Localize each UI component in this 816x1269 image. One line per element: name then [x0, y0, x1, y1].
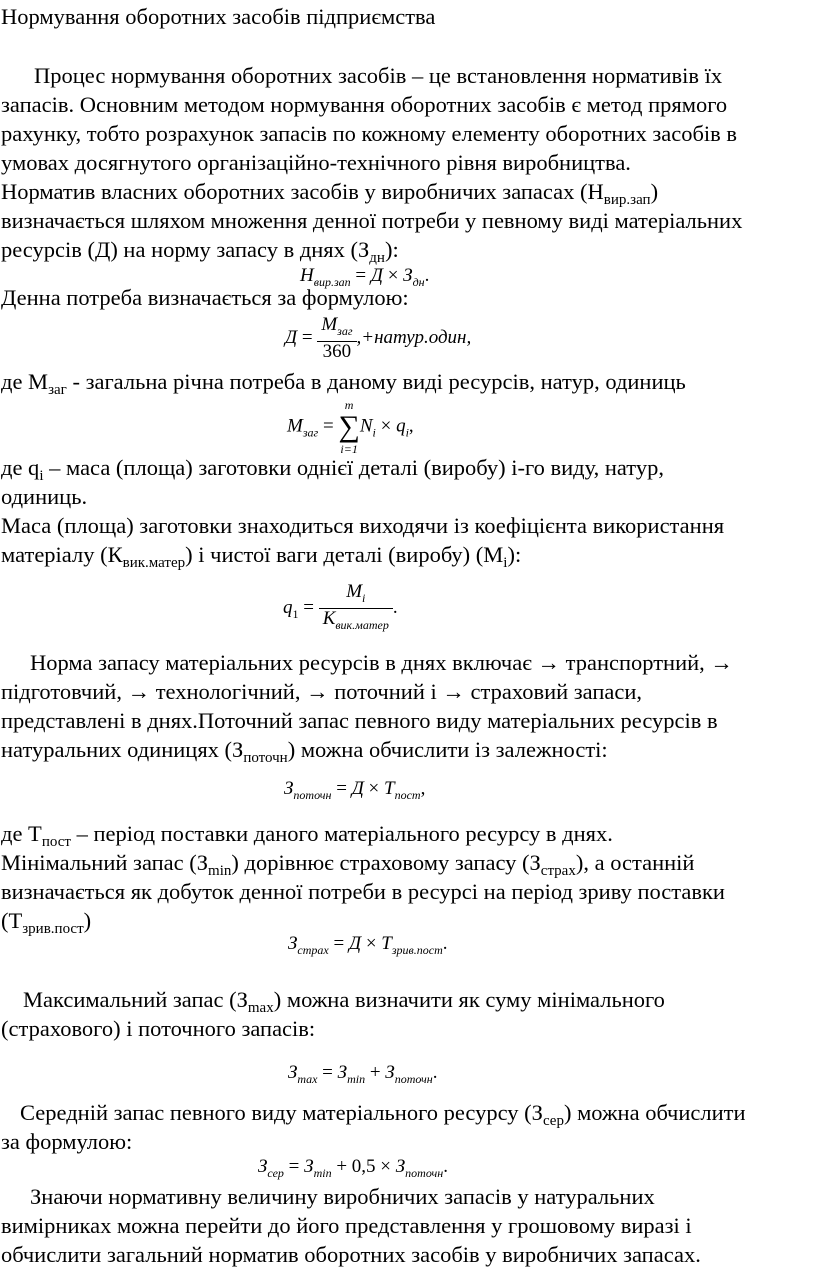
paragraph-line: Знаючи нормативну величину виробничих запасів у натуральних [30, 1184, 655, 1209]
paragraph-line: умовах досягнутого організаційно-технічного рівня виробництва. [1, 150, 631, 175]
paragraph-line: Маса (площа) заготовки знаходиться виходячи із коефіцієнта використання [1, 513, 725, 538]
paragraph-line: визначається шляхом множення денної потреби у певному виді матеріальних [1, 208, 743, 233]
formula-safety-stock: $З_{страх} = Д \times Т_{зрив.пост}$. [288, 933, 448, 957]
formula-max-stock: $З_{max} = З_{min} + З_{поточн}$. [288, 1062, 438, 1086]
paragraph-line: за формулою: [1, 1129, 133, 1154]
paragraph-line: $(Т_{зрив.пост})$ [1, 908, 92, 937]
paragraph-line: представлені в днях.Поточний запас певного виду матеріальних ресурсів в [1, 708, 718, 733]
paragraph-line: де $М_{заг}$ - загальна річна потреба в даному виді ресурсів, натур, одиниць [1, 369, 686, 398]
paragraph-line: визначається як добуток денної потреби в ресурсі на період зриву поставки [1, 879, 725, 904]
document-title: Нормування оборотних засобів підприємства [1, 4, 436, 29]
paragraph-line: обчислити загальний норматив оборотних засобів у виробничих запасах. [1, 1242, 701, 1267]
paragraph-line: (страхового) і поточного запасів: [1, 1016, 316, 1041]
paragraph-line: рахунку, тобто розрахунок запасів по кожному елементу оборотних засобів в [1, 121, 738, 146]
paragraph-line: Денна потреба визначається за формулою: [1, 285, 409, 310]
paragraph-line: ресурсів (Д) на норму запасу в днях $(З_{дн})$: [1, 237, 399, 266]
formula-stock-norm: $Н_{вир.зап} = Д \times З_{дн}$. [300, 265, 430, 289]
paragraph-line: натуральних одиницях $(З_{поточн})$ можна обчислити із залежності: [1, 737, 608, 766]
formula-blank-mass: $q_1$ = $\frac{M_i}{К_{вик.матер}}$ . [283, 582, 398, 635]
paragraph-line: вимірниках можна перейти до його представлення у грошовому виразі і [1, 1213, 692, 1238]
formula-current-stock: $З_{поточн} = Д \times Т_{пост}$, [284, 778, 426, 802]
paragraph-line: де $Т_{пост}$ – період поставки даного матеріального ресурсу в днях. [1, 821, 613, 850]
paragraph-line: запасів. Основним методом нормування оборотних засобів є метод прямого [1, 92, 728, 117]
paragraph-line: матеріалу $(К_{вик.матер})$ і чистої ваги деталі (виробу) $(М_i)$: [1, 542, 522, 571]
paragraph-line: підготовчий, → технологічний, → поточний і → страховий запаси, [1, 679, 643, 704]
formula-average-stock: $З_{сер} = З_{min} + 0,5 \times З_{поточн}$. [258, 1156, 448, 1180]
formula-daily-need: Д = $\frac{М_{заг}}{360}$ ,+натур.один, [285, 314, 472, 362]
paragraph-line: одиниць. [1, 484, 88, 509]
paragraph-line: Мінімальний запас $(З_{min})$ дорівнює страховому запасу $(З_{страх})$, а останній [1, 850, 695, 879]
paragraph-line: Норма запасу матеріальних ресурсів в днях включає → транспортний, → [30, 650, 733, 675]
paragraph-line: Норматив власних оборотних засобів у виробничих запасах $(Н_{вир.зап})$ [1, 179, 659, 208]
paragraph-line: де $q_i$ – маса (площа) заготовки однієї деталі (виробу) і-го виду, натур, [1, 455, 664, 484]
paragraph-line: Середній запас певного виду матеріального ресурсу $(З_{сер})$ можна обчислити [20, 1100, 746, 1129]
formula-annual-need: $М_{заг}$ = m ∑ i=1 $N_i \times q_i$, [287, 398, 414, 456]
paragraph-line: Максимальний запас $(З_{max})$ можна визначити як суму мінімального [23, 987, 665, 1016]
paragraph-line: Процес нормування оборотних засобів – це встановлення нормативів їх [34, 63, 723, 88]
